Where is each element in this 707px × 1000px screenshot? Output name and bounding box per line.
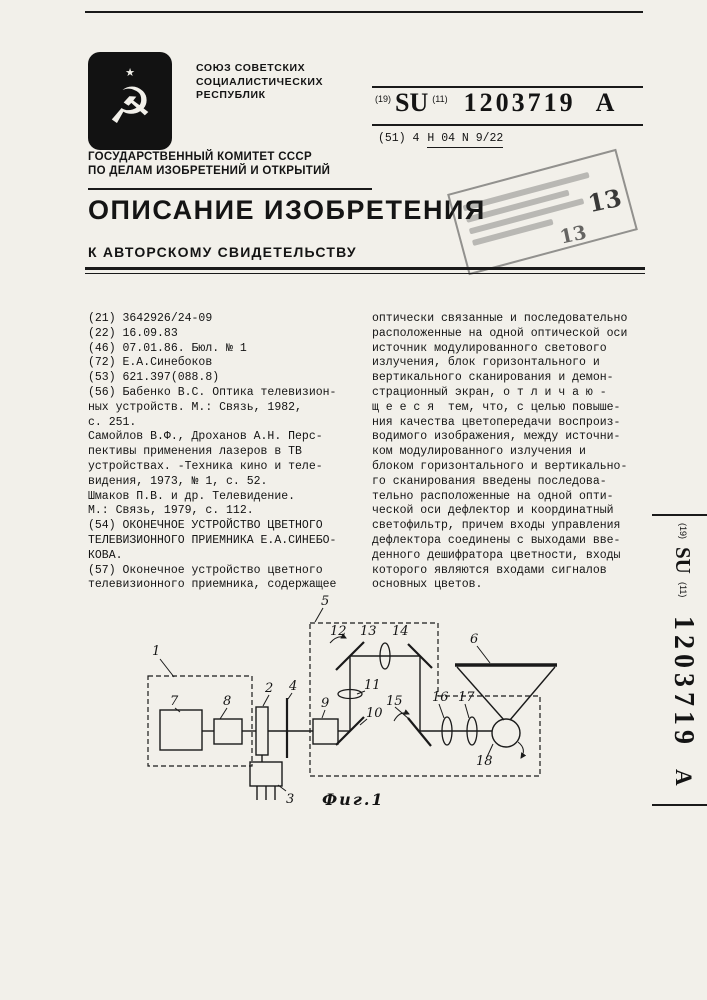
country-name: СОЮЗ СОВЕТСКИХ СОЦИАЛИСТИЧЕСКИХ РЕСПУБЛИК [196,62,324,101]
fig-label-17: 17 [458,690,475,705]
fig-box-3-decoder [250,762,282,786]
su-country-code: SU [395,88,429,117]
stamp-number: 13 [585,182,625,219]
figure-1-schematic [80,593,565,813]
fig-box-2-modulator [256,707,268,755]
fig-box-8 [214,719,242,744]
fig-label-6: 6 [470,632,479,647]
fig-label-5: 5 [321,594,330,609]
stamp-number: 13 [558,221,589,249]
hammer-sickle-icon: ☭ [107,78,153,134]
kind-code: A [595,88,615,117]
header-rule-thick [85,267,645,270]
figure-caption: Фиг.1 [322,790,385,809]
fig-label-15: 15 [386,694,403,709]
fig-label-2: 2 [265,681,274,696]
bibliography-column: (21) 3642926/24-09 (22) 16.09.83 (46) 07.01.86. Бюл. № 1 (72) Е.А.Синебоков (53) 621.397(088.8) (56) Бабенко В.С. Оптика телевизион- ных устройств. М.: Связь, 1982, с. 251. Самойлов В.Ф., Дроханов А.Н. Перс- пективы применения лазеров в ТВ устройствах. -Техника кино и теле- видения, 1973, № 1, с. 52. Шмаков П.В. и др. Телевидение. М.: Связь, 1979, с. 112. (54) ОКОНЕЧНОЕ УСТРОЙСТВО ЦВЕТНОГО ТЕЛЕВИЗИОННОГО ПРИЕМНИКА Е.А.СИНЕБО- КОВА. (57) Оконечное устройство цветного телевизионного приемника, содержащее [88,312,337,592]
strip-code-11: (11) [678,581,688,598]
page-title: ОПИСАНИЕ ИЗОБРЕТЕНИЯ [88,195,486,225]
header-rule-thin [85,273,645,274]
fig-rotor-18 [492,719,520,747]
fig-label-7: 7 [170,694,179,709]
code-11-label: (11) [432,94,448,104]
fig-box-9 [313,719,338,744]
ipc-classification [378,132,503,145]
fig-label-8: 8 [223,694,232,709]
fig-rotation-arrow-18 [518,742,523,758]
page-subtitle: К АВТОРСКОМУ СВИДЕТЕЛЬСТВУ [88,244,357,260]
fig-label-11: 11 [364,678,381,693]
strip-code-19: (19) [678,523,688,540]
fig-decoder-input-pins [257,786,275,800]
fig-box-7-source [160,710,202,750]
fig-label-3: 3 [286,792,295,807]
fig-optical-axis [202,656,492,762]
fig-label-10: 10 [366,706,383,721]
code-51-label: (51) 4 [378,132,420,145]
star-icon: ★ [125,67,135,79]
strip-number: 1203719 [668,615,699,749]
claim-column: оптически связанные и последовательно расположенные на одной оптической оси источник модулированного светового излучения, блок горизонтального и вертикального сканирования и демон- страционный экран, о т л и ч а ю - щ е е с я тем, что, с целью повыше- ния качества цветопередачи воспроиз- водимого изображения, между источни- ком модулированного излучения и блоком горизонтального и вертикально- го сканирования введены последова- тельно расположенные на одной опти- ческой оси дефлектор и координатный светофильтр, причем входы управления дефлектора соединены с выходами вве- денного дешифратора цветности, входы которого являются входами сигналов основных цветов. [372,312,628,592]
fig-dashed-block-1 [148,676,252,766]
strip-kind: A [671,769,696,786]
fig-label-1: 1 [152,644,161,659]
code-19-label: (19) [375,94,392,104]
fig-label-16: 16 [432,690,449,705]
top-rule [85,11,643,13]
doc-number-row [375,90,643,116]
ipc-code: H 04 N 9/22 [427,132,503,148]
ussr-coat-of-arms [88,52,172,150]
fig-label-14: 14 [392,624,409,639]
doc-number: 1203719 [463,88,576,117]
fig-label-13: 13 [360,624,377,639]
fig-label-9: 9 [321,696,330,711]
committee-name: ГОСУДАРСТВЕННЫЙ КОМИТЕТ СССР ПО ДЕЛАМ ИЗОБРЕТЕНИЙ И ОТКРЫТИЙ [88,151,331,177]
fig-dashed-block-5 [310,623,540,776]
fig-label-12: 12 [330,624,347,639]
fig-label-4: 4 [289,679,298,694]
fig-label-18: 18 [476,754,493,769]
strip-su: SU [671,547,695,575]
committee-rule [88,188,372,190]
right-margin-doc-number [652,514,707,806]
docnum-rule-bottom [372,124,643,126]
